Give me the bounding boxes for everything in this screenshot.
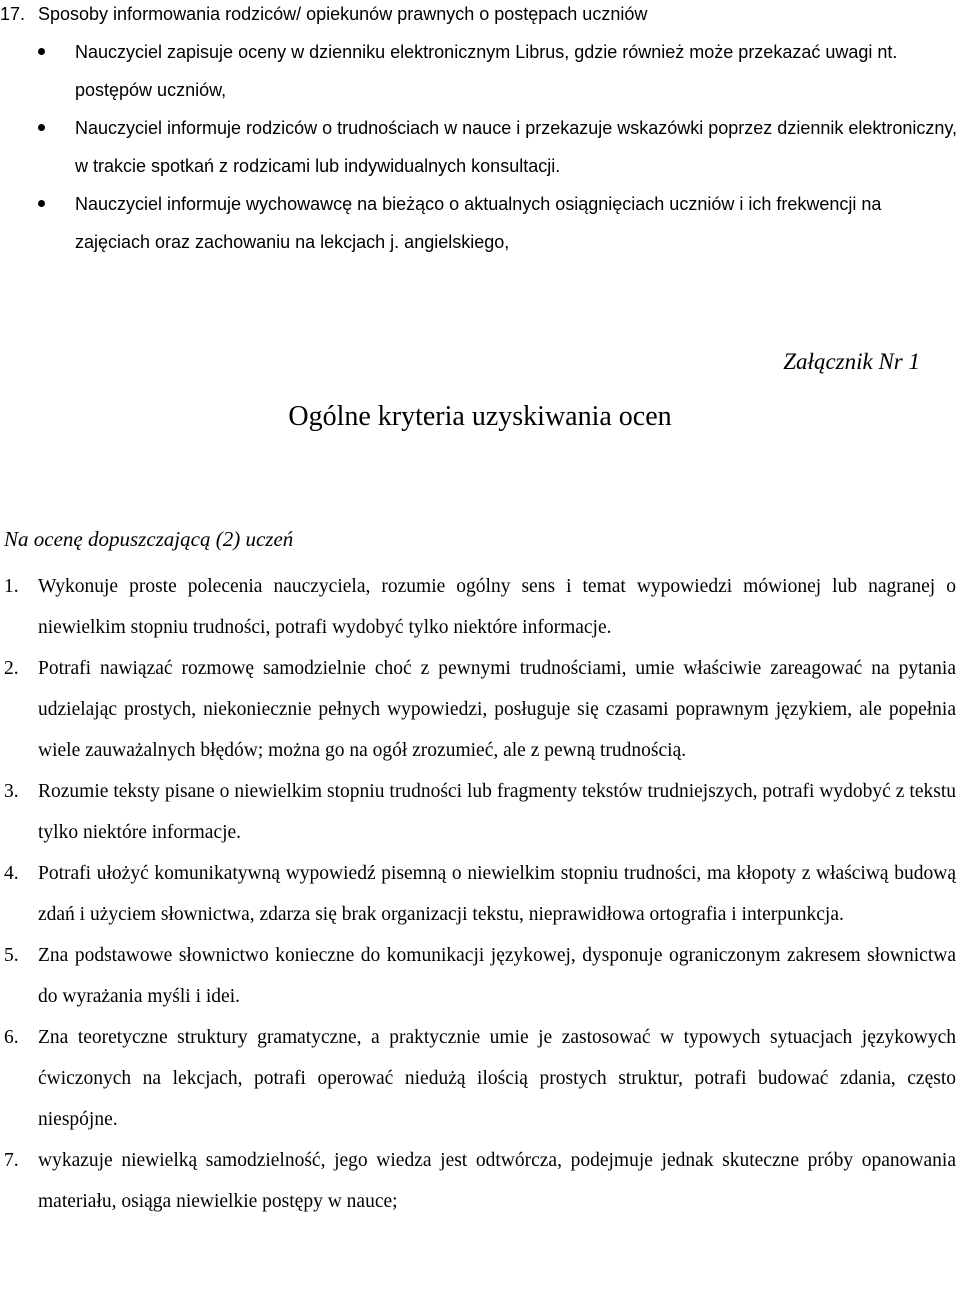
criterion-item: [0, 935, 960, 1017]
page-title: Ogólne kryteria uzyskiwania ocen: [288, 401, 672, 432]
criterion-number: 7.: [4, 1150, 19, 1171]
criterion-text: Rozumie teksty pisane o niewielkim stopniu trudności lub fragmenty tekstów trudniejszych, potrafi wydobyć z tekstu tylko niektóre informacje.: [38, 781, 956, 843]
bullet-text: Nauczyciel informuje rodziców o trudnościach w nauce i przekazuje wskazówki poprzez dziennik elektroniczny, w trakcie spotkań z rodzicami lub indywidualnych konsultacji.: [75, 118, 958, 176]
bullet-icon: [38, 200, 45, 207]
section-heading: [0, 2, 960, 26]
criterion-item: [0, 648, 960, 771]
criterion-text: Zna podstawowe słownictwo konieczne do komunikacji językowej, dysponuje ograniczonym zakresem słownictwa do wyrażania myśli i idei.: [38, 945, 956, 1007]
bullet-text: Nauczyciel informuje wychowawcę na bieżąco o aktualnych osiągnięciach uczniów i ich frekwencji na zajęciach oraz zachowaniu na lekcjach j. angielskiego,: [75, 194, 882, 252]
criteria-list: [0, 566, 960, 1222]
criterion-item: [0, 1017, 960, 1140]
criterion-text: Zna teoretyczne struktury gramatyczne, a praktycznie umie je zastosować w typowych sytuacjach językowych ćwiczonych na lekcjach, potrafi operować niedużą ilością prostych struktur, potrafi budować zdania, często niespójne.: [38, 1027, 956, 1130]
criterion-item: [0, 566, 960, 648]
bullet-icon: [38, 48, 45, 55]
list-item: [0, 185, 960, 261]
criterion-item: [0, 853, 960, 935]
criterion-text: wykazuje niewielką samodzielność, jego wiedza jest odtwórcza, podejmuje jednak skuteczne próby opanowania materiału, osiąga niewielkie postępy w nauce;: [38, 1150, 956, 1212]
criterion-number: 4.: [4, 863, 19, 884]
criterion-number: 6.: [4, 1027, 19, 1048]
list-item: [0, 33, 960, 109]
grade-heading: Na ocenę dopuszczającą (2) uczeń: [4, 527, 294, 551]
criterion-item: [0, 1140, 960, 1222]
bullet-icon: [38, 124, 45, 131]
section-number: 17.: [0, 4, 26, 24]
section-title: Sposoby informowania rodziców/ opiekunów prawnych o postępach uczniów: [38, 4, 648, 24]
criterion-number: 5.: [4, 945, 19, 966]
criterion-text: Potrafi ułożyć komunikatywną wypowiedź pisemną o niewielkim stopniu trudności, ma kłopoty z właściwą budową zdań i użyciem słownictwa, zdarza się brak organizacji tekstu, nieprawidłowa ortografia i interpunkcja.: [38, 863, 956, 925]
list-item: [0, 109, 960, 185]
criterion-item: [0, 771, 960, 853]
criterion-text: Wykonuje proste polecenia nauczyciela, rozumie ogólny sens i temat wypowiedzi mówionej lub nagranej o niewielkim stopniu trudności, potrafi wydobyć tylko niektóre informacje.: [38, 576, 956, 638]
criterion-number: 2.: [4, 658, 19, 679]
criterion-text: Potrafi nawiązać rozmowę samodzielnie choć z pewnymi trudnościami, umie właściwie zareagować na pytania udzielając prostych, niekoniecznie pełnych wypowiedzi, posługuje się czasami poprawnym językiem, ale popełnia wiele zauważalnych błędów; można go na ogół zrozumieć, ale z pewną trudnością.: [38, 658, 956, 761]
bullet-text: Nauczyciel zapisuje oceny w dzienniku elektronicznym Librus, gdzie również może przekazać uwagi nt. postępów uczniów,: [75, 42, 898, 100]
criterion-number: 1.: [4, 576, 19, 597]
bullet-list: [0, 33, 960, 261]
criterion-number: 3.: [4, 781, 19, 802]
attachment-label: Załącznik Nr 1: [783, 349, 920, 374]
